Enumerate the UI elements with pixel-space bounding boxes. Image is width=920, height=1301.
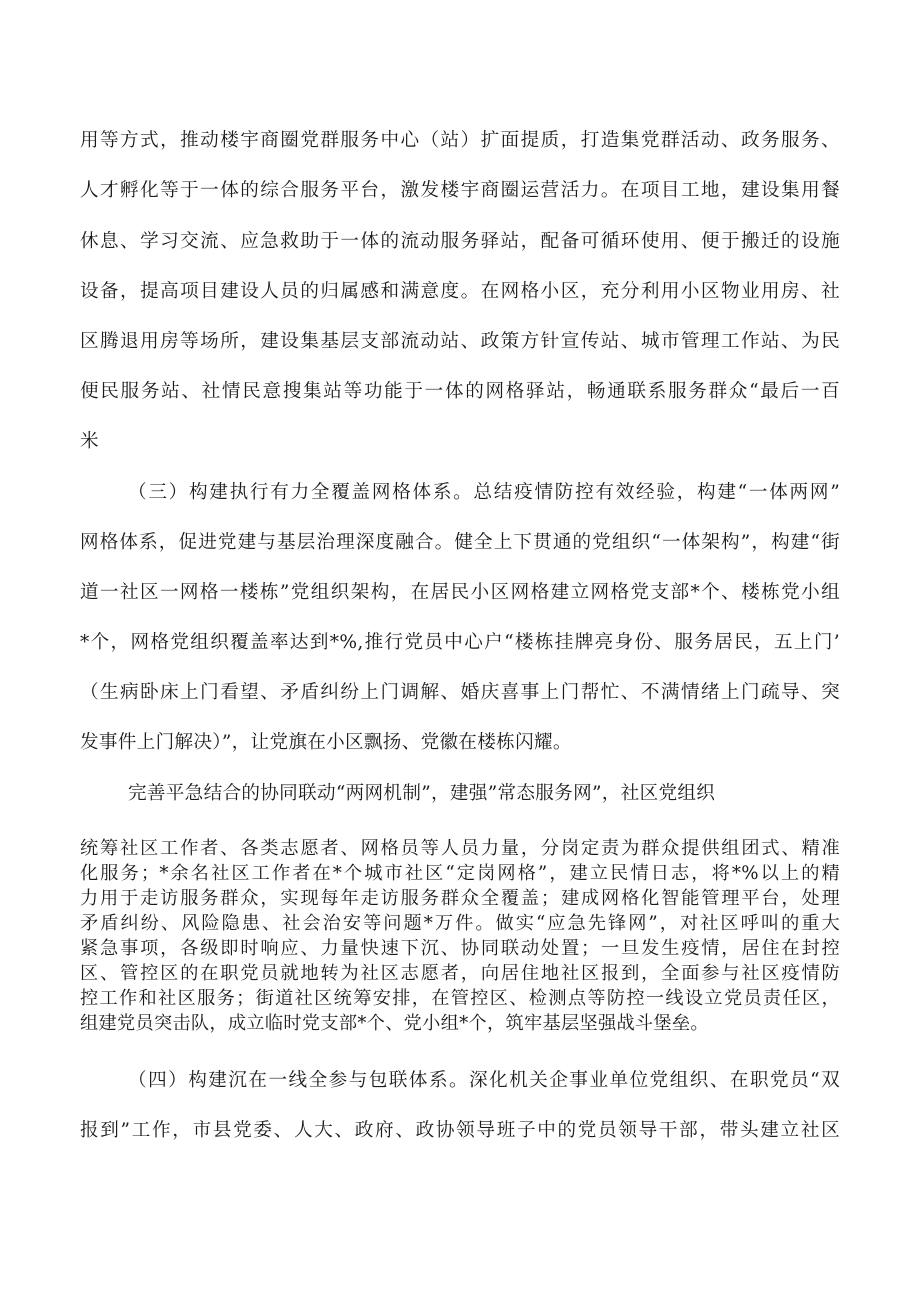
text-line: 发事件上门解决）”，让党旗在小区飘扬、党徽在楼栋闪耀。 xyxy=(80,732,572,753)
text-line: 报到”工作，市县党委、人大、政府、政协领导班子中的党员领导干部，带头建立社区 xyxy=(80,1120,840,1141)
text-line: 区、管控区的在职党员就地转为社区志愿者，向居住地社区报到，全面参与社区疫情防 xyxy=(80,963,840,984)
text-line: 统筹社区工作者、各类志愿者、网格员等人员力量，分岗定责为群众提供组团式、精准 xyxy=(80,838,840,859)
text-line: 米 xyxy=(80,431,99,452)
text-line: *个，网格党组织覆盖率达到*%,推行党员中心户“楼栋挂牌亮身份、服务居民，五上门’ xyxy=(80,632,840,653)
text-line: 力用于走访服务群众，实现每年走访服务群众全覆盖；建成网格化智能管理平台，处理 xyxy=(80,888,840,909)
text-line: 用等方式，推动楼宇商圈党群服务中心（站）扩面提质，打造集党群活动、政务服务、 xyxy=(80,130,840,151)
text-line: 人才孵化等于一体的综合服务平台，激发楼宇商圈运营活力。在项目工地，建设集用餐 xyxy=(80,180,840,201)
text-line: （四）构建沉在一线全参与包联体系。深化机关企事业单位党组织、在职党员“双 xyxy=(128,1070,840,1091)
text-line: 矛盾纠纷、风险隐患、社会治安等问题*万件。做实“应急先锋网”，对社区呼叫的重大 xyxy=(80,913,840,934)
text-line: 组建党员突击队，成立临时党支部*个、党小组*个，筑牢基层坚强战斗堡垒。 xyxy=(80,1013,709,1034)
text-line: 道一社区一网格一楼栋”党组织架构，在居民小区网格建立网格党支部*个、楼栋党小组 xyxy=(80,582,840,603)
text-line: 区腾退用房等场所，建设集基层支部流动站、政策方针宣传站、城市管理工作站、为民 xyxy=(80,331,840,352)
text-line: （三）构建执行有力全覆盖网格体系。总结疫情防控有效经验，构建“一体两网” xyxy=(128,482,840,503)
text-line: 化服务；*余名社区工作者在*个城市社区“定岗网格”，建立民情日志，将*%以上的精 xyxy=(80,863,840,884)
text-line: 设备，提高项目建设人员的归属感和满意度。在网格小区，充分利用小区物业用房、社 xyxy=(80,281,840,302)
text-line: 控工作和社区服务；街道社区统筹安排，在管控区、检测点等防控一线设立党员责任区， xyxy=(80,988,840,1009)
text-line: （生病卧床上门看望、矛盾纠纷上门调解、婚庆喜事上门帮忙、不满情绪上门疏导、突 xyxy=(80,682,840,703)
text-line: 网格体系，促进党建与基层治理深度融合。健全上下贯通的党组织“一体架构”，构建“街 xyxy=(80,532,840,553)
text-line: 便民服务站、社情民意搜集站等功能于一体的网格驿站，畅通联系服务群众“最后一百 xyxy=(80,381,840,402)
text-line: 紧急事项，各级即时响应、力量快速下沉、协同联动处置；一旦发生疫情，居住在封控 xyxy=(80,938,840,959)
text-line: 完善平急结合的协同联动“两网机制”，建强”常态服务网”，社区党组织 xyxy=(128,783,716,804)
text-line: 休息、学习交流、应急救助于一体的流动服务驿站，配备可循环使用、便于搬迁的设施 xyxy=(80,231,840,252)
